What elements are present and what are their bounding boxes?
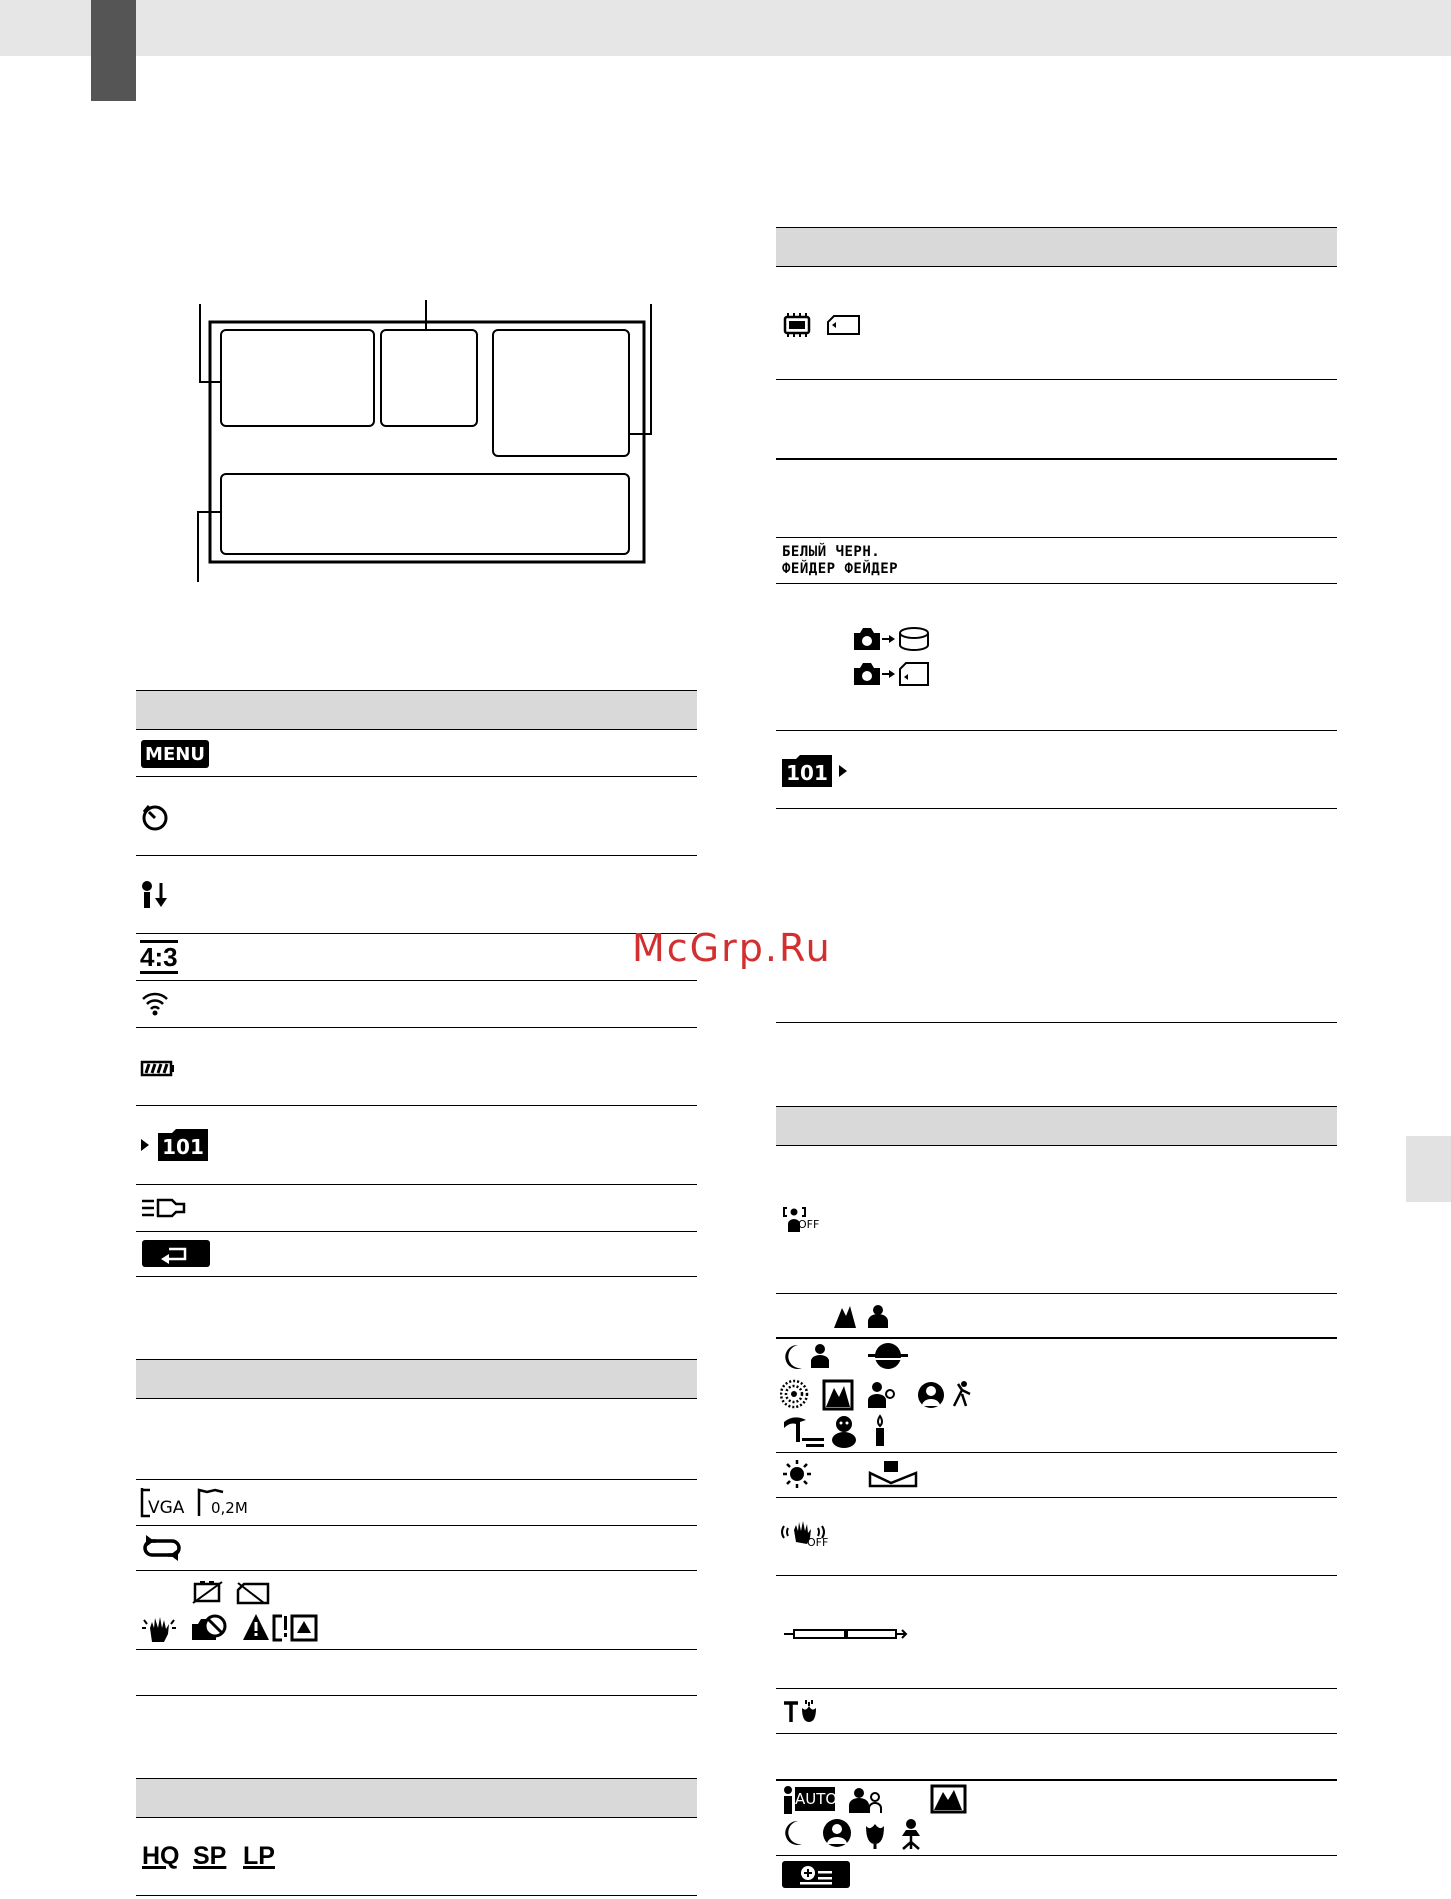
divider: [776, 1337, 1337, 1339]
quality-sp-label: SP: [193, 1842, 227, 1870]
divider: [136, 933, 697, 934]
folder-icon: 101: [782, 755, 832, 787]
iauto-icon: AUTO: [782, 1785, 834, 1815]
card-icon: [826, 313, 862, 337]
lcd-screen-diagram: [190, 296, 660, 586]
divider: [136, 980, 697, 981]
fader-label-1: БЕЛЫЙ ЧЕРН.: [782, 544, 881, 560]
divider: [776, 1855, 1337, 1856]
quality-hq-label: HQ: [142, 1842, 180, 1870]
divider: [776, 379, 1337, 380]
divider: [776, 808, 1337, 809]
return-icon: [142, 1240, 210, 1267]
divider: [136, 1184, 697, 1185]
divider: [136, 776, 697, 777]
camera-warning-icon: [190, 1612, 230, 1644]
divider: [136, 1027, 697, 1028]
memory-icon: [782, 313, 812, 337]
section-header-right-1: [776, 227, 1337, 267]
scene-landscape-portrait-icon: [832, 1302, 892, 1330]
divider: [776, 583, 1337, 584]
divider: [136, 1570, 697, 1571]
divider: [776, 1575, 1337, 1576]
divider: [776, 1293, 1337, 1294]
steady-shot-off-icon: OFF: [780, 1520, 830, 1552]
wireless-icon: [140, 990, 170, 1016]
divider: [136, 1231, 697, 1232]
divider: [776, 1497, 1337, 1498]
section-header-right-2: [776, 1106, 1337, 1146]
face-priority-icon: [782, 1861, 850, 1888]
exposure-icon: [782, 1459, 942, 1489]
divider: [776, 1022, 1337, 1023]
divider: [136, 1649, 697, 1650]
divider: [136, 1276, 697, 1277]
lcd-area-bottom: [221, 474, 629, 554]
battery-warning-icon: [192, 1581, 224, 1605]
section-header-left-1: [136, 690, 697, 730]
divider: [136, 855, 697, 856]
quality-lp-label: LP: [243, 1842, 275, 1870]
self-timer-icon: [140, 802, 170, 832]
divider: [776, 1779, 1337, 1781]
divider: [776, 1452, 1337, 1453]
card-error-icon: [242, 1612, 324, 1644]
menu-icon: MENU: [141, 740, 209, 768]
shake-warning-icon: [140, 1614, 180, 1644]
copy-to-disk-icon: [852, 625, 932, 653]
vga-icon: VGA: [140, 1488, 190, 1518]
divider: [776, 537, 1337, 538]
landscape-scene-icon: [930, 1784, 968, 1814]
top-bar: [0, 0, 1451, 56]
divider: [776, 1688, 1337, 1689]
light-icon: [140, 1196, 186, 1220]
size-02m-icon: 0,2M: [197, 1488, 257, 1518]
side-tab: [1406, 1136, 1451, 1202]
folder-icon: 101: [158, 1129, 208, 1161]
divider: [776, 458, 1337, 460]
copy-to-card-icon: [852, 660, 932, 688]
arrow-right-icon: [838, 764, 848, 778]
tele-macro-icon: [782, 1698, 818, 1724]
portrait-scene-icon: [847, 1786, 883, 1814]
top-block: [91, 0, 136, 101]
mic-level-icon: [140, 880, 170, 910]
lcd-area-center: [381, 330, 477, 426]
lcd-frame: [210, 322, 644, 562]
divider: [776, 730, 1337, 731]
auto-scene-icons: [780, 1818, 930, 1850]
watermark: McGrp.Ru: [632, 926, 832, 970]
divider: [776, 1733, 1337, 1734]
divider: [136, 1479, 697, 1480]
divider: [136, 1105, 697, 1106]
divider: [136, 1525, 697, 1526]
divider: [136, 1895, 697, 1896]
zoom-bar-icon: [782, 1626, 912, 1642]
repeat-icon: [140, 1535, 184, 1561]
lcd-area-right: [493, 330, 629, 456]
arrow-right-icon: [140, 1138, 150, 1152]
aspect-ratio-icon: 4:3: [140, 942, 178, 972]
scene-selection-icons: [780, 1342, 980, 1450]
card-warning-icon: [236, 1581, 270, 1605]
section-header-left-2: [136, 1359, 697, 1399]
lcd-area-left: [221, 330, 374, 426]
face-detect-off-icon: OFF: [782, 1206, 822, 1232]
section-header-left-3: [136, 1778, 697, 1818]
battery-icon: [140, 1060, 176, 1078]
divider: [136, 1695, 697, 1696]
fader-label-2: ФЕЙДЕР ФЕЙДЕР: [782, 561, 899, 577]
